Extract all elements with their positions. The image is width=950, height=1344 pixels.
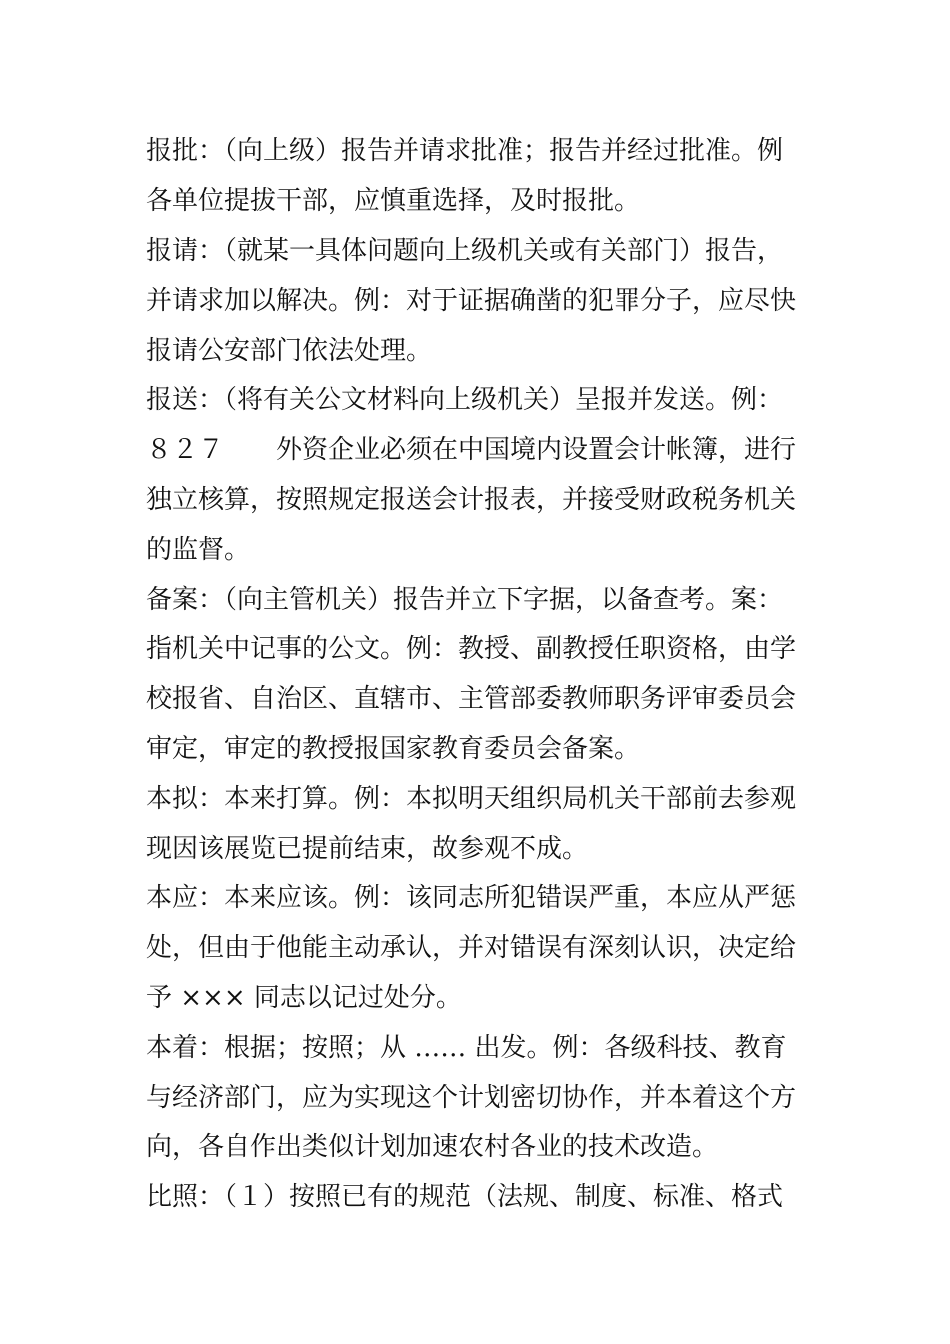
text-line: 指机关中记事的公文。例：教授、副教授任职资格，由学 <box>146 634 797 664</box>
text-line: 与经济部门，应为实现这个计划密切协作，并本着这个方 <box>146 1083 797 1113</box>
text-line: 向，各自作出类似计划加速农村各业的技术改造。 <box>146 1132 719 1162</box>
text-line: ８２７ 外资企业必须在中国境内设置会计帐簿，进行 <box>146 435 797 465</box>
text-line: 处，但由于他能主动承认，并对错误有深刻认识，决定给 <box>146 933 797 963</box>
text-line: 本应：本来应该。例：该同志所犯错误严重，本应从严惩 <box>146 883 797 913</box>
text-line: 比照：（１）按照已有的规范（法规、制度、标准、格式 <box>146 1182 784 1212</box>
text-line: 报请公安部门依法处理。 <box>146 336 433 366</box>
text-line: 现因该展览已提前结束，故参观不成。 <box>146 834 589 864</box>
text-line: 并请求加以解决。例：对于证据确凿的犯罪分子，应尽快 <box>146 286 797 316</box>
text-line: 审定，审定的教授报国家教育委员会备案。 <box>146 734 641 764</box>
text-line: 报批：（向上级）报告并请求批准；报告并经过批准。例 <box>146 136 784 166</box>
text-line: 独立核算，按照规定报送会计报表，并接受财政税务机关 <box>146 485 797 515</box>
text-line: 报请：（就某一具体问题向上级机关或有关部门）报告， <box>146 236 784 266</box>
text-line: 本着：根据；按照；从 …… 出发。例：各级科技、教育 <box>146 1033 787 1063</box>
text-line: 予 ××× 同志以记过处分。 <box>146 983 462 1013</box>
text-line: 备案：（向主管机关）报告并立下字据，以备查考。案： <box>146 585 784 615</box>
text-line: 各单位提拔干部，应慎重选择，及时报批。 <box>146 186 641 216</box>
text-line: 本拟：本来打算。例：本拟明天组织局机关干部前去参观 <box>146 784 797 814</box>
text-line: 报送：（将有关公文材料向上级机关）呈报并发送。例： <box>146 385 784 415</box>
text-line: 的监督。 <box>146 535 251 565</box>
text-line: 校报省、自治区、直辖市、主管部委教师职务评审委员会 <box>146 684 797 714</box>
